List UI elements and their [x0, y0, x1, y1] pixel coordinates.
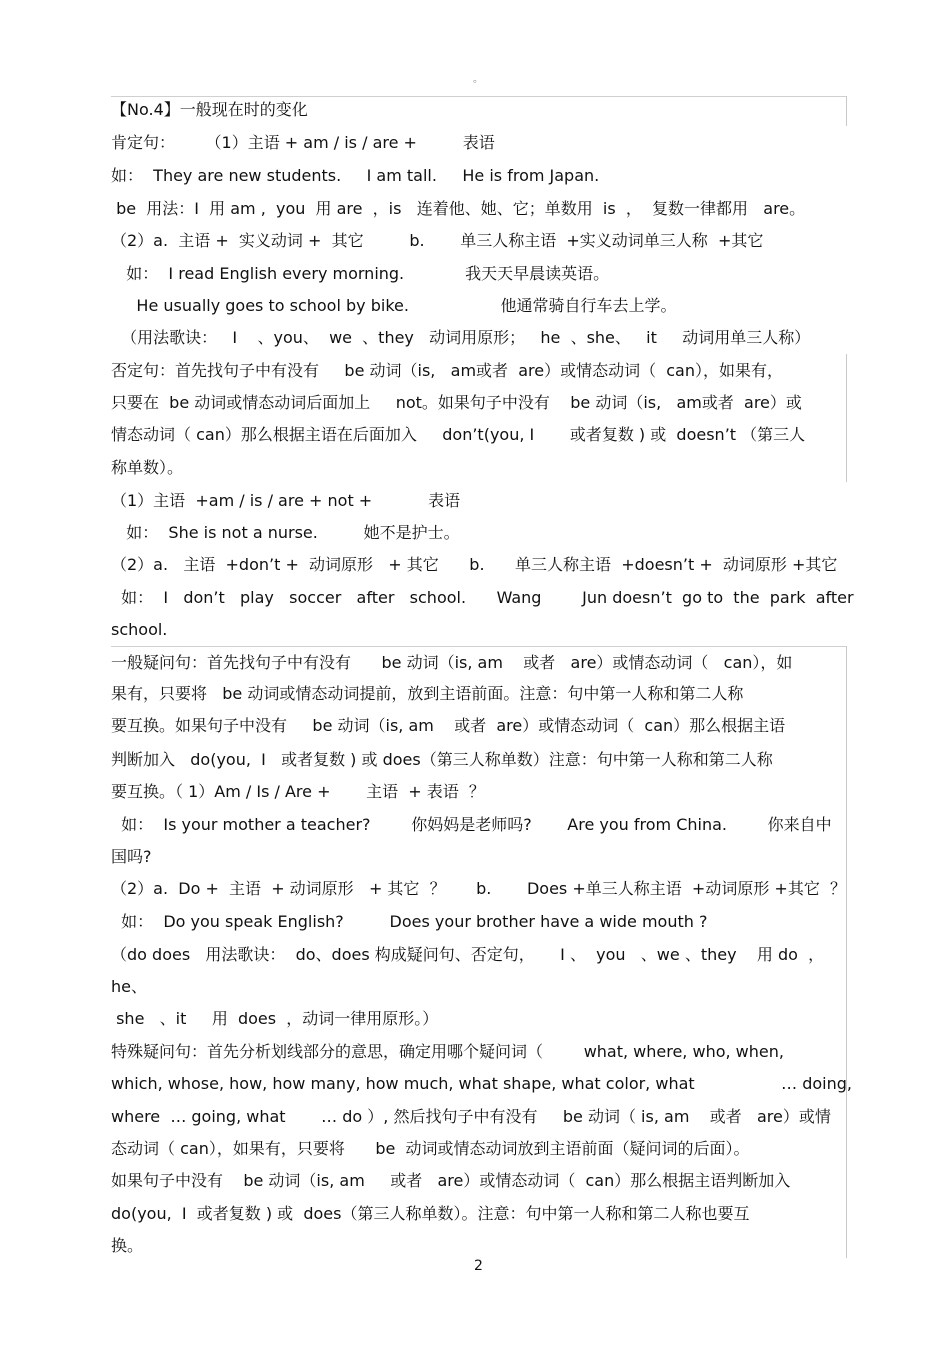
- text-line: 换。: [111, 1236, 144, 1255]
- page-number: 2: [474, 1258, 483, 1274]
- text-line: she 、it 用 does ，动词一律用原形。）: [111, 1009, 439, 1028]
- text-line: 称单数）。: [111, 458, 184, 477]
- text-line: do(you, I 或者复数 ) 或 does（第三人称单数）。注意：句中第一人称和第二人称也要互: [111, 1204, 750, 1223]
- heading-no4: 【No.4】一般现在时的变化: [111, 100, 308, 119]
- text-line: 如： I don’t play soccer after school. Wang Jun doesn’t go to the park after: [111, 588, 854, 607]
- text-line: 果有，只要将 be 动词或情态动词提前，放到主语前面。注意：句中第一人称和第二人称: [111, 684, 744, 703]
- text-line: He usually goes to school by bike. 他通常骑自行车去上学。: [111, 296, 677, 315]
- text-line: 如： I read English every morning. 我天天早晨读英语。: [111, 264, 610, 283]
- text-line: 如： They are new students. I am tall. He is from Japan.: [111, 166, 600, 185]
- text-line: （do does 用法歌诀： do、does 构成疑问句、否定句， I 、 you 、we 、they 用 do ，: [111, 945, 825, 964]
- text-line: school.: [111, 620, 168, 639]
- text-line: （2）a. 主语 + 实义动词 + 其它 b. 单三人称主语 +实义动词单三人称 +其它: [111, 231, 764, 250]
- text-line: 国吗?: [111, 847, 152, 866]
- text-line: 态动词（ can），如果有，只要将 be 动词或情态动词放到主语前面（疑问词的后面）。: [111, 1139, 750, 1158]
- text-line: 肯定句： （1）主语 + am / is / are + 表语: [111, 133, 495, 152]
- text-line: 如： Do you speak English? Does your brother have a wide mouth ?: [111, 912, 708, 931]
- text-line: he、: [111, 977, 147, 996]
- text-line: 要互换。（ 1）Am / Is / Are + 主语 + 表语 ？: [111, 782, 485, 801]
- top-rule: [111, 96, 847, 97]
- text-line: （用法歌诀： I 、you、 we 、they 动词用原形； he 、she、 it 动词用单三人称）: [111, 328, 811, 347]
- text-line: 特殊疑问句：首先分析划线部分的意思，确定用哪个疑问词（ what, where, who, when,: [111, 1042, 784, 1061]
- text-line: 判断加入 do(you, I 或者复数 ) 或 does（第三人称单数）注意：句中第一人称和第二人称: [111, 750, 773, 769]
- text-line: （2）a. 主语 +don’t + 动词原形 + 其它 b. 单三人称主语 +doesn’t + 动词原形 +其它: [111, 555, 838, 574]
- text-line: （1）主语 +am / is / are + not + 表语: [111, 491, 461, 510]
- text-line: 要互换。如果句子中没有 be 动词（is, am 或者 are）或情态动词（ can）那么根据主语: [111, 716, 786, 735]
- text-line: （2）a. Do + 主语 + 动词原形 + 其它 ？ b. Does +单三人称主语 +动词原形 +其它 ？: [111, 879, 846, 898]
- text-line: 只要在 be 动词或情态动词后面加上 not。如果句子中没有 be 动词（is, am或者 are）或: [111, 393, 802, 412]
- header-mark: 。: [473, 74, 483, 85]
- text-line: 一般疑问句：首先找句子中有没有 be 动词（is, am 或者 are）或情态动词（ can），如: [111, 653, 793, 672]
- text-line: 如： Is your mother a teacher? 你妈妈是老师吗? Are you from China. 你来自中: [111, 815, 832, 834]
- text-line: be 用法：I 用 am , you 用 are ，is 连着他、她、它；单数用 is ， 复数一律都用 are。: [111, 199, 806, 218]
- text-line: where … going, what … do ）, 然后找句子中有没有 be 动词（ is, am 或者 are）或情: [111, 1107, 831, 1126]
- text-line: 如： She is not a nurse. 她不是护士。: [111, 523, 460, 542]
- text-line: 情态动词（ can）那么根据主语在后面加入 don’t(you, I 或者复数 ) 或 doesn’t （第三人: [111, 425, 806, 444]
- text-line: 如果句子中没有 be 动词（is, am 或者 are）或情态动词（ can）那么根据主语判断加入: [111, 1171, 791, 1190]
- text-line: which, whose, how, how many, how much, what shape, what color, what … doing,: [111, 1074, 852, 1093]
- text-line: 否定句：首先找句子中有没有 be 动词（is, am或者 are）或情态动词（ can），如果有，: [111, 361, 783, 380]
- mid-rule: [111, 646, 847, 647]
